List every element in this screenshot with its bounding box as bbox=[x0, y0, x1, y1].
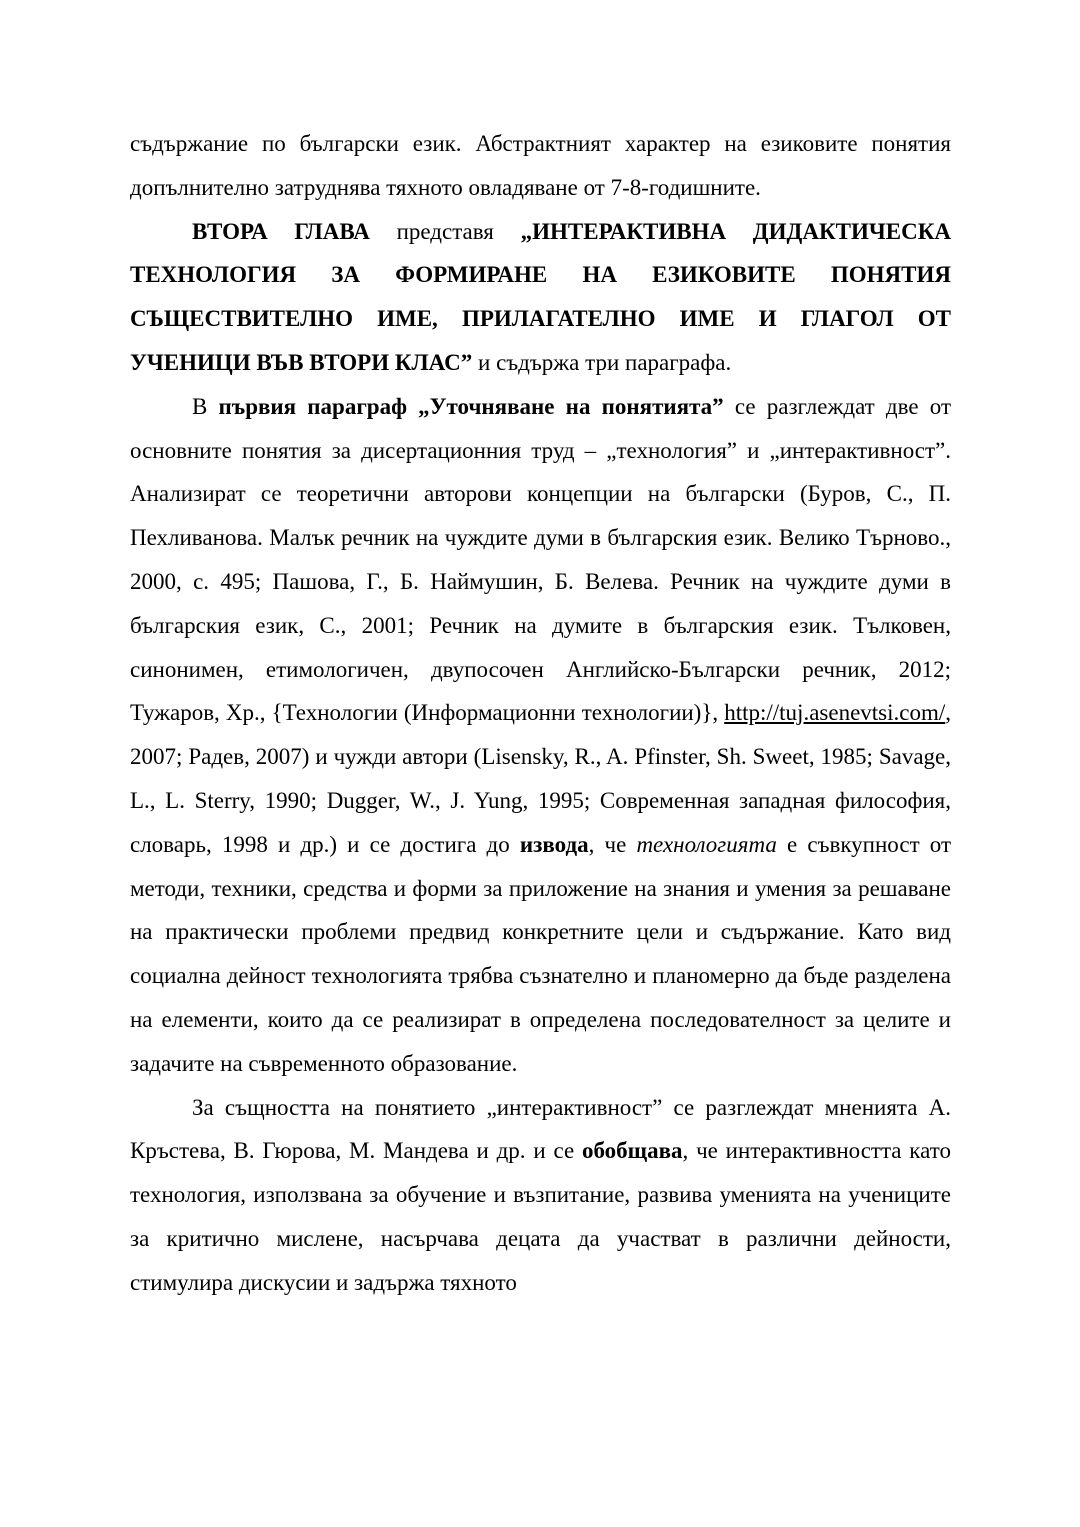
paragraph-first-section bbox=[130, 385, 951, 1086]
paragraph-text: За същността на понятието „интерактивност” се разглеждат мненията А. Кръстева, В. Гюрова, М. Мандева и др. и се bbox=[130, 1094, 951, 1164]
paragraph-text: е съвкупност от методи, техники, средства и форми за приложение на знания и умения за решаване на практически проблеми предвид конкретните цели и съдържание. Като вид социална дейност технологията трябва съзнателно и планомерно да бъде разделена на елементи, които да се реализират в определена последователност за целите и задачите на съвременното образование. bbox=[130, 831, 951, 1076]
paragraph-text: , 2007; Радев, 2007) и чужди автори (Lisensky, R., A. Pfinster, Sh. Sweet, 1985; Savage, L., L. Sterry, 1990; Dugger, W., J. Yung, 1995; Современная западная философия, словарь, 1998 и др.) и се достига до bbox=[130, 700, 951, 857]
reference-link[interactable]: http://tuj.asenevtsi.com/ bbox=[724, 700, 946, 726]
emphasis-summary: обобщава bbox=[581, 1138, 683, 1164]
paragraph-text: и съдържа три параграфа. bbox=[472, 349, 732, 375]
paragraph-text: се разглеждат две от основните понятия за дисертационния труд – „технология” и „интерактивност”. Анализират се теоретични авторови концепции на български (Буров, С., П. Пехливанова. Малък речник на чуждите думи в българския език. Велико Търново., 2000, с. 495; Пашова, Г., Б. Наймушин, Б. Велева. Речник на чуждите думи в българския език, С., 2001; Речник на думите в българския език. Тълковен, синонимен, етимологичен, двупосочен Английско-Български речник, 2012; Тужаров, Хр., {Технологии (Информационни технологии)}, bbox=[130, 393, 951, 726]
paragraph-intro-continuation bbox=[130, 122, 951, 210]
paragraph-text: В bbox=[192, 393, 219, 419]
paragraph-interactivity bbox=[130, 1086, 951, 1305]
paragraph-text: , че интерактивността като технология, използвана за обучение и възпитание, развива уменията на учениците за критично мислене, насърчава децата да участват в различни дейности, стимулира дискусии и задържа тяхното bbox=[130, 1138, 951, 1295]
emphasis-conclusion: извода bbox=[519, 831, 589, 857]
chapter-heading: ВТОРА ГЛАВА bbox=[192, 218, 370, 244]
paragraph-text: съдържание по български език. Абстрактният характер на езиковите понятия допълнително затруднява тяхното овладяване от 7-8-годишните. bbox=[130, 131, 951, 200]
paragraph-text: , че bbox=[588, 831, 637, 857]
paragraph-chapter-two bbox=[130, 210, 951, 385]
section-title: първия параграф „Уточняване на понятията” bbox=[218, 393, 724, 419]
emphasis-term: технологията bbox=[636, 831, 777, 857]
chapter-title: „ИНТЕРАКТИВНА ДИДАКТИЧЕСКА ТЕХНОЛОГИЯ ЗА ФОРМИРАНЕ НА ЕЗИКОВИТЕ ПОНЯТИЯ СЪЩЕСТВИТЕЛНО ИМЕ, ПРИЛАГАТЕЛНО ИМЕ И ГЛАГОЛ ОТ УЧЕНИЦИ ВЪВ ВТОРИ КЛАС” bbox=[130, 218, 951, 375]
paragraph-text: представя bbox=[369, 218, 521, 244]
document-page bbox=[130, 122, 951, 1305]
